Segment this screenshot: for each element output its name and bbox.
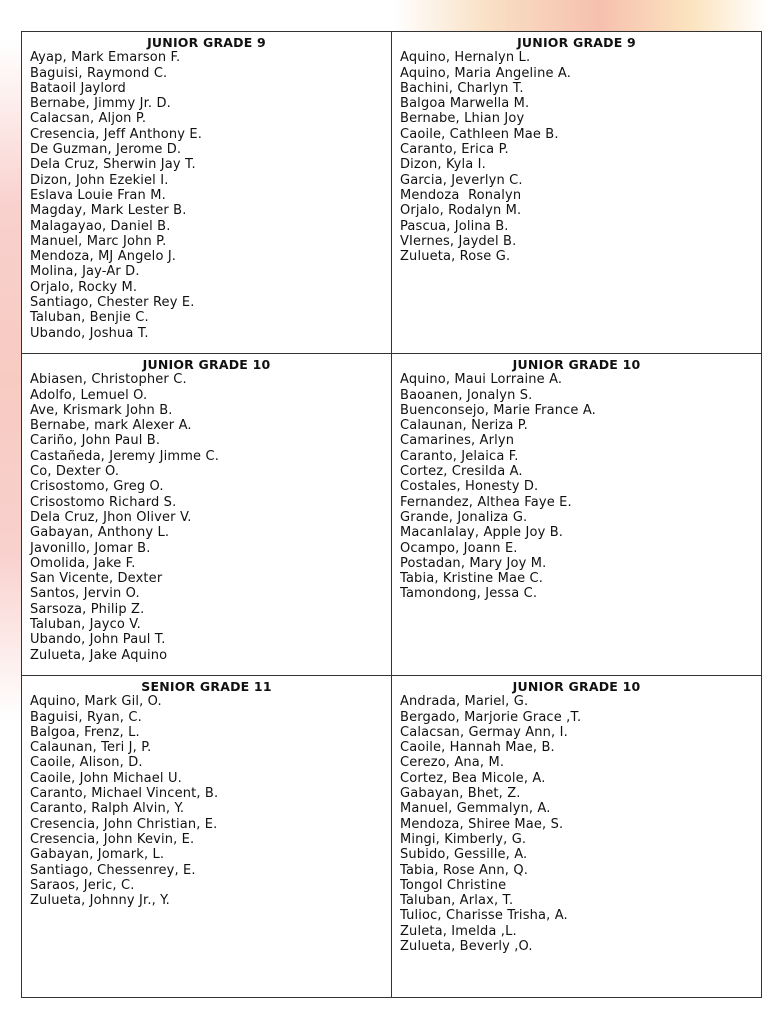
student-name: Balgoa, Frenz, L. [30, 724, 140, 740]
student-name: Postadan, Mary Joy M. [400, 555, 547, 571]
section-title: SENIOR GRADE 11 [141, 679, 272, 694]
student-name: Dela Cruz, Jhon Oliver V. [30, 509, 192, 525]
student-name: Javonillo, Jomar B. [30, 540, 151, 556]
student-name: Orjalo, Rocky M. [30, 279, 138, 295]
student-name: Taluban, Jayco V. [30, 617, 141, 633]
student-name: Aquino, Maui Lorraine A. [400, 372, 563, 388]
student-name: Andrada, Mariel, G. [400, 694, 529, 710]
student-name: Taluban, Arlax, T. [400, 893, 514, 909]
section-card [391, 675, 762, 998]
class-list-grid [22, 32, 762, 998]
section-title: JUNIOR GRADE 10 [142, 357, 271, 372]
student-name: Fernandez, Althea Faye E. [400, 494, 572, 510]
section-title: JUNIOR GRADE 10 [512, 357, 641, 372]
student-name: Omolida, Jake F. [30, 555, 136, 571]
student-name: Ayap, Mark Emarson F. [30, 50, 181, 66]
student-name: Pascua, Jolina B. [400, 218, 509, 234]
student-name: Zulueta, Beverly ,O. [400, 939, 533, 955]
student-name: Tongol Christine [400, 877, 507, 893]
student-name: Calaunan, Teri J, P. [30, 740, 152, 756]
section-card [21, 675, 392, 998]
student-name: Abiasen, Christopher C. [30, 372, 187, 388]
student-name: Aquino, Maria Angeline A. [400, 65, 571, 81]
student-name: Co, Dexter O. [30, 464, 120, 480]
student-name: Gabayan, Bhet, Z. [400, 786, 521, 802]
student-name: Santos, Jervin O. [30, 586, 140, 602]
student-name: Baoanen, Jonalyn S. [400, 387, 533, 403]
student-name: Gabayan, Anthony L. [30, 525, 170, 541]
student-name: Caranto, Ralph Alvin, Y. [30, 801, 185, 817]
student-name: Cresencia, Jeff Anthony E. [30, 126, 202, 142]
student-name: Grande, Jonaliza G. [400, 509, 528, 525]
name-list [400, 694, 761, 954]
section-card [21, 31, 392, 354]
student-name: Zuleta, Imelda ,L. [400, 923, 517, 939]
section-card [21, 353, 392, 676]
student-name: Cariño, John Paul B. [30, 433, 161, 449]
student-name: Magday, Mark Lester B. [30, 203, 187, 219]
name-list [400, 50, 761, 264]
student-name: Tamondong, Jessa C. [400, 586, 538, 602]
student-name: Camarines, Arlyn [400, 433, 515, 449]
student-name: VIernes, Jaydel B. [400, 233, 517, 249]
student-name: Zulueta, Jake Aquino [30, 647, 168, 663]
student-name: Bergado, Marjorie Grace ,T. [400, 709, 582, 725]
student-name: Bernabe, Jimmy Jr. D. [30, 96, 171, 112]
student-name: Sarsoza, Philip Z. [30, 601, 145, 617]
decorative-border-top [392, 0, 768, 34]
student-name: Molina, Jay-Ar D. [30, 264, 140, 280]
student-name: Caoile, Alison, D. [30, 755, 143, 771]
student-name: Calacsan, Aljon P. [30, 111, 147, 127]
student-name: Orjalo, Rodalyn M. [400, 203, 522, 219]
student-name: Caoile, Cathleen Mae B. [400, 126, 559, 142]
student-name: Adolfo, Lemuel O. [30, 387, 148, 403]
student-name: Mendoza, MJ Angelo J. [30, 249, 177, 265]
section-card [391, 353, 762, 676]
student-name: Dizon, Kyla I. [400, 157, 486, 173]
student-name: Manuel, Marc John P. [30, 233, 167, 249]
student-name: Mendoza Ronalyn [400, 187, 522, 203]
section-card [391, 31, 762, 354]
student-name: Santiago, Chester Rey E. [30, 295, 195, 311]
student-name: Caranto, Jelaica F. [400, 448, 519, 464]
section-title: JUNIOR GRADE 9 [517, 35, 636, 50]
student-name: Caoile, John Michael U. [30, 770, 182, 786]
student-name: Costales, Honesty D. [400, 479, 539, 495]
student-name: Balgoa Marwella M. [400, 96, 530, 112]
student-name: Calaunan, Neriza P. [400, 418, 528, 434]
student-name: Dizon, John Ezekiel I. [30, 172, 169, 188]
student-name: De Guzman, Jerome D. [30, 142, 182, 158]
student-name: Cerezo, Ana, M. [400, 755, 505, 771]
student-name: Ubando, Joshua T. [30, 325, 149, 341]
student-name: Cresencia, John Kevin, E. [30, 831, 195, 847]
student-name: Zulueta, Rose G. [400, 249, 511, 265]
student-name: Saraos, Jeric, C. [30, 877, 135, 893]
student-name: Ocampo, Joann E. [400, 540, 518, 556]
name-list [30, 50, 391, 341]
student-name: Buenconsejo, Marie France A. [400, 402, 596, 418]
student-name: Mingi, Kimberly, G. [400, 831, 527, 847]
student-name: Aquino, Mark Gil, O. [30, 694, 162, 710]
student-name: Bataoil Jaylord [30, 80, 126, 96]
student-name: Garcia, Jeverlyn C. [400, 172, 523, 188]
student-name: Caranto, Erica P. [400, 142, 509, 158]
student-name: Dela Cruz, Sherwin Jay T. [30, 157, 196, 173]
student-name: Calacsan, Germay Ann, I. [400, 724, 568, 740]
student-name: Manuel, Gemmalyn, A. [400, 801, 551, 817]
student-name: Tulioc, Charisse Trisha, A. [400, 908, 568, 924]
student-name: Crisostomo, Greg O. [30, 479, 164, 495]
student-name: Tabia, Rose Ann, Q. [400, 862, 529, 878]
student-name: Cortez, Cresilda A. [400, 464, 523, 480]
student-name: Tabia, Kristine Mae C. [400, 571, 544, 587]
student-name: Baguisi, Raymond C. [30, 65, 168, 81]
student-name: Mendoza, Shiree Mae, S. [400, 816, 564, 832]
section-title: JUNIOR GRADE 9 [147, 35, 266, 50]
student-name: Crisostomo Richard S. [30, 494, 177, 510]
student-name: Caoile, Hannah Mae, B. [400, 740, 555, 756]
student-name: Caranto, Michael Vincent, B. [30, 786, 219, 802]
section-title: JUNIOR GRADE 10 [512, 679, 641, 694]
student-name: Taluban, Benjie C. [30, 310, 149, 326]
name-list [400, 372, 761, 601]
student-name: Cresencia, John Christian, E. [30, 816, 218, 832]
student-name: Subido, Gessille, A. [400, 847, 528, 863]
student-name: San Vicente, Dexter [30, 571, 163, 587]
student-name: Malagayao, Daniel B. [30, 218, 171, 234]
student-name: Bernabe, mark Alexer A. [30, 418, 192, 434]
student-name: Santiago, Chessenrey, E. [30, 862, 196, 878]
student-name: Gabayan, Jomark, L. [30, 847, 165, 863]
student-name: Bachini, Charlyn T. [400, 80, 524, 96]
name-list [30, 694, 391, 908]
student-name: Baguisi, Ryan, C. [30, 709, 142, 725]
student-name: Aquino, Hernalyn L. [400, 50, 531, 66]
student-name: Zulueta, Johnny Jr., Y. [30, 893, 170, 909]
student-name: Bernabe, Lhian Joy [400, 111, 525, 127]
student-name: Ubando, John Paul T. [30, 632, 166, 648]
student-name: Cortez, Bea Micole, A. [400, 770, 546, 786]
student-name: Eslava Louie Fran M. [30, 187, 166, 203]
student-name: Castañeda, Jeremy Jimme C. [30, 448, 219, 464]
name-list [30, 372, 391, 663]
student-name: Macanlalay, Apple Joy B. [400, 525, 564, 541]
student-name: Ave, Krismark John B. [30, 402, 173, 418]
